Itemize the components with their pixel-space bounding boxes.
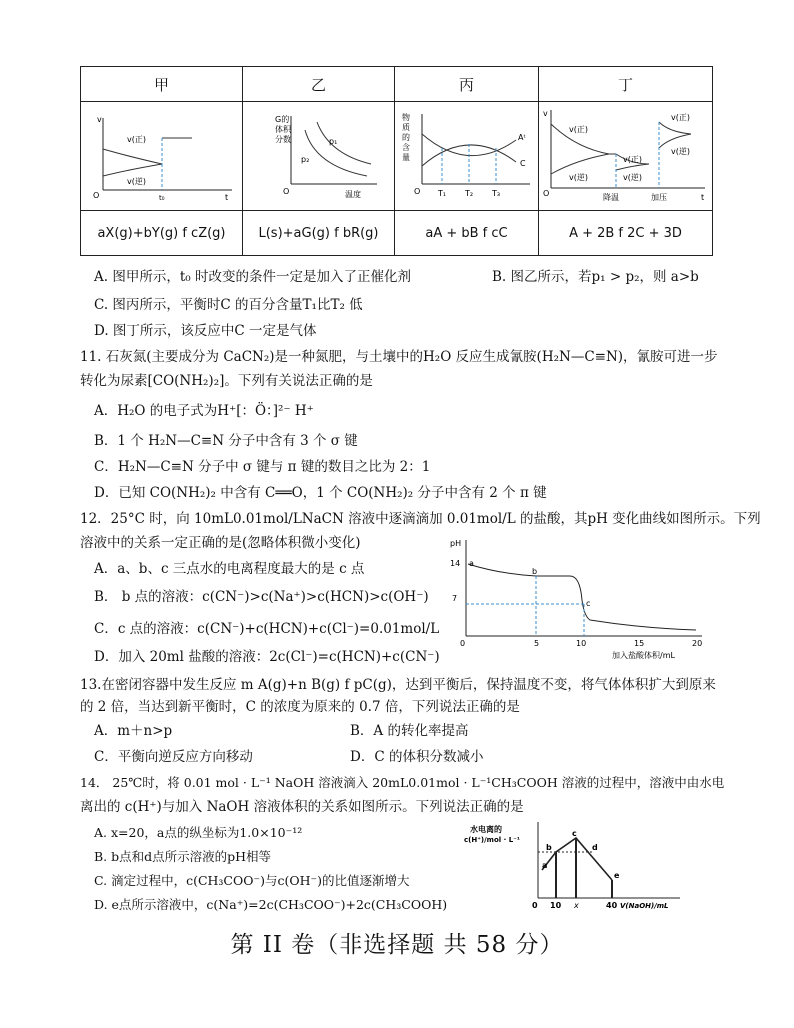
header-ding: 丁 <box>539 67 713 102</box>
header-bing: 丙 <box>395 67 539 102</box>
x-tick-5: 5 <box>534 639 540 648</box>
x-tick-10: 10 <box>550 901 562 910</box>
header-yi: 乙 <box>243 67 395 102</box>
svg-text:t: t <box>224 193 228 202</box>
q14-option-d: D. e点所示溶液中，c(Na⁺)=2c(CH₃COO⁻)+2c(CH₃COOH) <box>94 897 448 912</box>
graph-jia <box>81 102 243 211</box>
q10-option-d: D. 图丁所示，该反应中C 一定是气体 <box>94 323 317 339</box>
q14-stem-line2: 离出的 c(H⁺)与加入 NaOH 溶液体积的关系如图所示。下列说法正确的是 <box>80 799 524 815</box>
svg-text:降温: 降温 <box>602 193 619 202</box>
point-c-label: c <box>586 599 591 608</box>
y-axis-label-1: 水电离的 <box>470 825 502 834</box>
svg-text:t₀: t₀ <box>158 194 165 202</box>
q14-water-ionization-chart <box>462 818 724 914</box>
q14-option-a: A. x=20，a点的纵坐标为1.0×10⁻¹² <box>94 825 303 840</box>
q12-stem-line1: 12．25°C 时，向 10mL0.01mol/LNaCN 溶液中逐滴滴加 0.01mol/L 的盐酸，其pH 变化曲线如图所示。下列 <box>80 511 761 527</box>
origin-label: 0 <box>460 639 466 648</box>
comparison-table <box>80 66 713 256</box>
svg-text:T₂: T₂ <box>464 189 473 198</box>
svg-text:体积: 体积 <box>274 125 291 134</box>
svg-text:O: O <box>92 191 99 200</box>
x-axis-label: V(NaOH)/mL <box>620 902 669 910</box>
header-jia: 甲 <box>81 67 243 102</box>
svg-text:物: 物 <box>401 113 410 122</box>
equation-yi: L(s)+aG(g) f bR(g) <box>243 211 395 256</box>
svg-text:T₃: T₃ <box>491 189 500 198</box>
origin-label: 0 <box>532 901 538 910</box>
q11-stem-line2: 转化为尿素[CO(NH₂)₂]。下列有关说法正确的是 <box>80 373 373 389</box>
point-e-label: e <box>614 871 620 880</box>
y-tick-7: 7 <box>452 594 458 603</box>
q13-stem-line1: 13.在密闭容器中发生反应 m A(g)+n B(g) f pC(g)，达到平衡后，保持温度不变，将气体体积扩大到原来 <box>80 677 716 693</box>
q12-option-d: D．加入 20ml 盐酸的溶液：2c(Cl⁻)=c(HCN)+c(CN⁻) <box>94 649 440 665</box>
svg-text:的: 的 <box>401 133 410 142</box>
svg-text:O: O <box>282 187 289 196</box>
equation-ding: A + 2B f 2C + 3D <box>539 211 713 256</box>
svg-text:Aᵗ: Aᵗ <box>517 133 526 142</box>
svg-text:v(正): v(正) <box>568 125 588 134</box>
svg-text:v(逆): v(逆) <box>126 177 146 186</box>
q11-option-a: A．H₂O 的电子式为H⁺[：Ö：]²⁻ H⁺ <box>94 403 314 419</box>
svg-text:v(逆): v(逆) <box>622 173 642 182</box>
svg-text:G的: G的 <box>274 115 289 124</box>
q12-ph-chart <box>440 536 720 664</box>
point-a-label: a <box>542 861 548 870</box>
q13-option-d: D．C 的体积分数减小 <box>350 749 484 765</box>
svg-text:v: v <box>542 109 548 118</box>
point-b-label: b <box>546 843 552 852</box>
svg-text:v(正): v(正) <box>126 135 146 144</box>
q10-option-c: C. 图丙所示，平衡时C 的百分含量T₁比T₂ 低 <box>94 297 363 313</box>
svg-text:含: 含 <box>401 143 410 152</box>
svg-text:v(正): v(正) <box>670 113 690 122</box>
y-axis-label: pH <box>450 539 462 548</box>
svg-text:O: O <box>413 187 420 196</box>
q13-option-a: A．m＋n>p <box>94 723 173 739</box>
q14-option-b: B. b点和d点所示溶液的pH相等 <box>94 849 272 864</box>
q12-option-c: C．c 点的溶液：c(CN⁻)+c(HCN)+c(Cl⁻)=0.01mol/L <box>94 621 440 637</box>
q14-stem-line1: 14． 25℃时，将 0.01 mol · L⁻¹ NaOH 溶液滴入 20mL0.01mol · L⁻¹CH₃COOH 溶液的过程中，溶液中由水电 <box>80 775 725 790</box>
q13-stem-line2: 的 2 倍，当达到新平衡时，C 的浓度为原来的 0.7 倍，下列说法正确的是 <box>80 699 520 715</box>
svg-text:v(正): v(正) <box>622 155 642 164</box>
x-tick-10: 10 <box>576 639 587 648</box>
section-title: 第 II 卷（非选择题 共 58 分） <box>230 932 564 958</box>
q11-option-c: C．H₂N—C≡N 分子中 σ 键与 π 键的数目之比为 2：1 <box>94 459 431 475</box>
x-tick-20: 20 <box>692 639 703 648</box>
x-tick-40: 40 <box>606 901 618 910</box>
q10-option-b: B. 图乙所示，若p₁ > p₂，则 a>b <box>492 269 699 285</box>
q11-stem-line1: 11. 石灰氮(主要成分为 CaCN₂)是一种氮肥，与土壤中的H₂O 反应生成氰胺(H₂N—C≡N)，氰胺可进一步 <box>80 349 718 365</box>
svg-text:v: v <box>96 115 102 124</box>
y-tick-14: 14 <box>450 559 461 568</box>
ph-curve <box>468 564 696 630</box>
x-axis-label: 加入盐酸体积/mL <box>612 651 675 660</box>
svg-text:加压: 加压 <box>650 193 667 202</box>
svg-text:质: 质 <box>401 123 410 132</box>
graph-ding <box>539 102 713 211</box>
equation-bing: aA + bB f cC <box>395 211 539 256</box>
svg-text:p₁: p₁ <box>328 137 337 146</box>
q13-option-b: B．A 的转化率提高 <box>350 723 469 739</box>
svg-text:p₂: p₂ <box>300 155 309 164</box>
point-b-label: b <box>532 567 538 576</box>
svg-text:v(逆): v(逆) <box>670 147 690 156</box>
point-c-label: c <box>572 829 577 838</box>
graph-yi <box>243 102 395 211</box>
svg-text:v(逆): v(逆) <box>568 173 588 182</box>
svg-text:量: 量 <box>401 153 410 162</box>
x-tick-x: x <box>574 901 579 910</box>
q11-option-b: B．1 个 H₂N—C≡N 分子中含有 3 个 σ 键 <box>94 433 358 449</box>
point-a-label: a <box>469 559 474 568</box>
svg-text:T₁: T₁ <box>437 189 446 198</box>
q12-stem-line2: 溶液中的关系一定正确的是(忽略体积微小变化) <box>80 535 361 551</box>
q11-option-d: D．已知 CO(NH₂)₂ 中含有 C══O，1 个 CO(NH₂)₂ 分子中含有 2 个 π 键 <box>94 485 547 501</box>
q12-option-b: B． b 点的溶液：c(CN⁻)>c(Na⁺)>c(HCN)>c(OH⁻) <box>94 589 429 605</box>
svg-text:分数: 分数 <box>274 135 291 144</box>
q10-option-a: A. 图甲所示，t₀ 时改变的条件一定是加入了正催化剂 <box>94 269 411 285</box>
q13-option-c: C．平衡向逆反应方向移动 <box>94 749 253 765</box>
svg-text:温度: 温度 <box>344 190 361 199</box>
q12-option-a: A．a、b、c 三点水的电离程度最大的是 c 点 <box>94 561 365 577</box>
point-d-label: d <box>592 843 598 852</box>
equation-jia: aX(g)+bY(g) f cZ(g) <box>81 211 243 256</box>
graph-bing <box>395 102 539 211</box>
y-axis-label-2: c(H⁺)/mol · L⁻¹ <box>464 836 520 844</box>
x-tick-15: 15 <box>634 639 645 648</box>
svg-text:t: t <box>700 193 704 202</box>
svg-text:C: C <box>519 159 526 168</box>
q14-option-c: C. 滴定过程中，c(CH₃COO⁻)与c(OH⁻)的比值逐渐增大 <box>94 873 410 888</box>
svg-text:O: O <box>542 189 549 198</box>
